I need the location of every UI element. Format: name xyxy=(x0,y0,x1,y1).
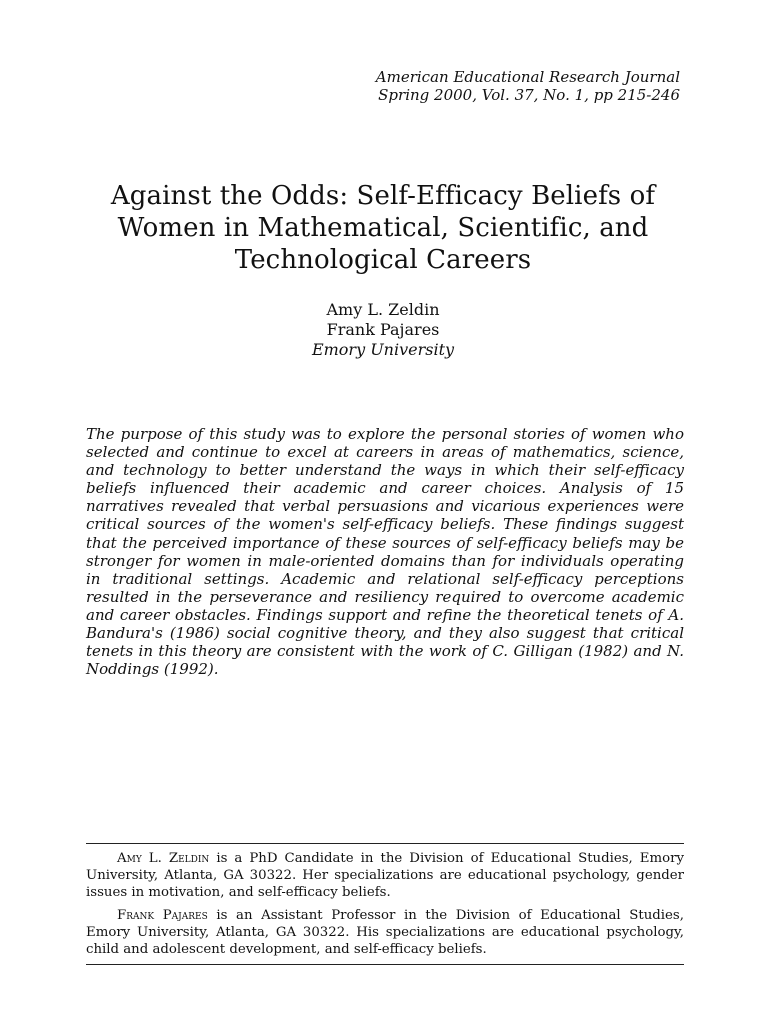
journal-header xyxy=(376,68,680,104)
author-affiliation: Emory University xyxy=(311,340,455,359)
journal-issue: Spring 2000, Vol. 37, No. 1, pp 215-246 xyxy=(378,86,680,104)
author-note-text: is a PhD Candidate in the Division of Educational Studies, Emory University, Atlanta, GA 30322. Her specializations are educational psychology, gender issues in motivation, and self-efficacy beliefs. xyxy=(86,851,684,900)
footnote-rule-bottom xyxy=(86,964,684,965)
author-note-text: is an Assistant Professor in the Division of Educational Studies, Emory University, Atlanta, GA 30322. His specializations are educational psychology, child and adolescent development, and self-efficacy beliefs. xyxy=(86,908,684,957)
abstract: The purpose of this study was to explore the personal stories of women who selected and continue to excel at careers in areas of mathematics, science, and technology to better understand the ways in which their self-efficacy beliefs influenced their academic and career choices. Analysis of 15 narratives revealed that verbal persuasions and vicarious experiences were critical sources of the women's self-efficacy beliefs. These findings suggest that the perceived importance of these sources of self-efficacy beliefs may be stronger for women in male-oriented domains than for individuals operating in traditional settings. Academic and relational self-efficacy perceptions resulted in the perseverance and resiliency required to overcome academic and career obstacles. Findings support and refine the theoretical tenets of A. Bandura's (1986) social cognitive theory, and they also suggest that critical tenets in this theory are consistent with the work of C. Gilligan (1982) and N. Noddings (1992). xyxy=(86,425,684,679)
author-note xyxy=(86,908,684,958)
author-note-name: Amy L. Zeldin xyxy=(117,851,210,866)
article-title-line: Women in Mathematical, Scientific, and xyxy=(117,213,649,243)
article-title-line: Against the Odds: Self-Efficacy Beliefs of xyxy=(110,181,656,211)
author-name: Frank Pajares xyxy=(326,320,440,339)
article-title-line: Technological Careers xyxy=(234,245,532,275)
footnote-rule-top xyxy=(86,843,684,844)
journal-name: American Educational Research Journal xyxy=(375,68,680,86)
author-note-name: Frank Pajares xyxy=(117,908,208,924)
author-block xyxy=(88,300,678,360)
author-name: Amy L. Zeldin xyxy=(326,300,440,319)
author-note xyxy=(86,851,684,901)
author-footnotes xyxy=(86,851,684,966)
article-title xyxy=(88,180,678,276)
